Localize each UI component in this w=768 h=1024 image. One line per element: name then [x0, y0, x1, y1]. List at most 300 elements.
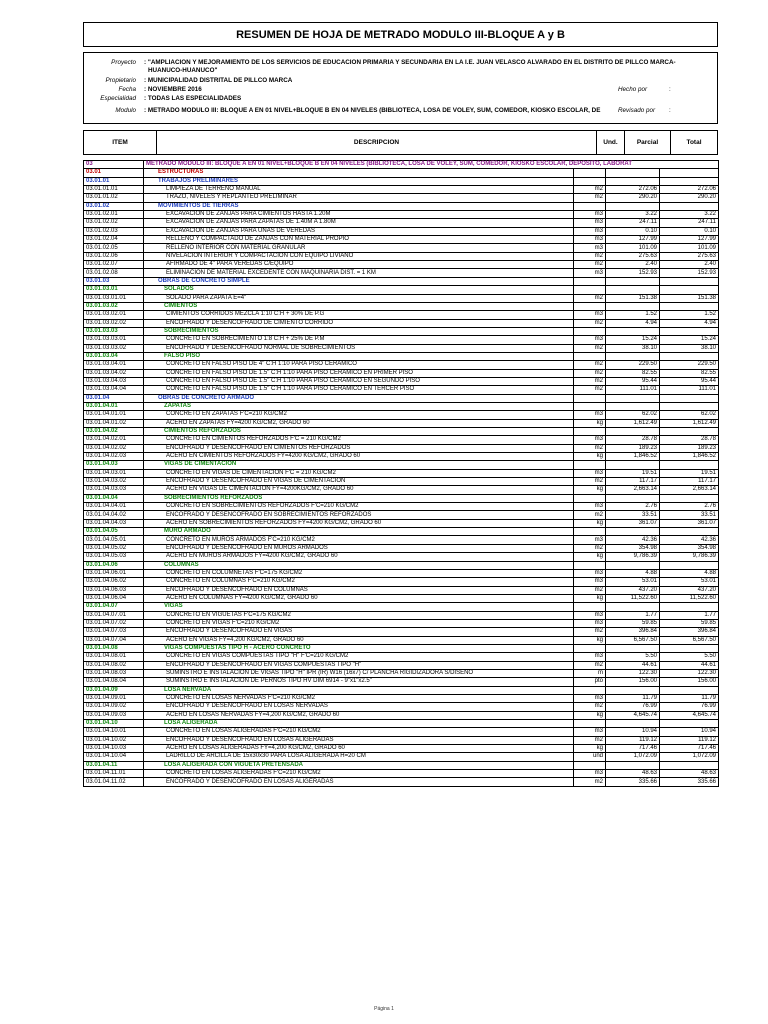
row-total: 101.09 — [660, 244, 719, 252]
row-description: ENCOFRADO Y DESENCOFRADO EN COLUMNAS — [144, 586, 574, 594]
table-row — [84, 594, 719, 602]
row-parcial: 95.44 — [606, 377, 660, 385]
table-row — [84, 319, 719, 327]
row-description: ACERO EN COLUMNAS FY=4200 KG/CM2, GRADO 60 — [144, 594, 574, 602]
row-parcial: 44.61 — [606, 661, 660, 669]
info-row-fecha — [84, 86, 717, 94]
table-row — [84, 519, 719, 527]
row-item-code: 03.01.04.03.01 — [84, 469, 144, 477]
row-item-code: 03.01.04.02.02 — [84, 444, 144, 452]
row-item-code: 03.01.03.01.01 — [84, 294, 144, 302]
row-item-code: 03.01.04.06.03 — [84, 586, 144, 594]
row-parcial: 335.66 — [606, 778, 660, 786]
table-row — [84, 736, 719, 744]
row-parcial — [606, 327, 660, 335]
row-description: MURO ARMADO — [144, 528, 574, 536]
row-total: 229.50 — [660, 361, 719, 369]
row-total: 28.78 — [660, 436, 719, 444]
row-total — [660, 202, 719, 210]
row-item-code: 03.01.03.03.02 — [84, 344, 144, 352]
row-parcial: 42.36 — [606, 536, 660, 544]
header-item: ITEM — [84, 131, 157, 154]
table-row — [84, 453, 719, 461]
row-total: 152.93 — [660, 269, 719, 277]
row-unit — [574, 277, 606, 285]
row-parcial: 1.52 — [606, 311, 660, 319]
row-unit: und — [574, 753, 606, 761]
row-unit: m3 — [574, 244, 606, 252]
row-total: 33.51 — [660, 511, 719, 519]
row-total: 396.84 — [660, 628, 719, 636]
row-parcial: 10.94 — [606, 728, 660, 736]
row-description: ACERO EN MUROS ARMADOS FY=4200 KG/CM2, GRADO 60 — [144, 553, 574, 561]
row-description: ENCOFRADO Y DESENCOFRADO DE CIMIENTO CORRIDO — [144, 319, 574, 327]
row-description: CONCRETO EN COLUMNETAS F'C=175 KG/CM2 — [144, 569, 574, 577]
row-description: FALSO PISO — [144, 352, 574, 360]
info-row-modulo — [84, 107, 717, 115]
row-description: CONCRETO EN FALSO PISO DE 1.5" C:H 1:10 PARA PISO CERAMICO EN PRIMER PISO — [144, 369, 574, 377]
table-row — [84, 344, 719, 352]
table-row — [84, 720, 719, 728]
row-unit — [574, 686, 606, 694]
row-description: CONCRETO EN COLUMNAS F'C=210 KG/CM2 — [144, 578, 574, 586]
row-unit: m3 — [574, 469, 606, 477]
row-item-code: 03.01.04.02.03 — [84, 453, 144, 461]
table-row — [84, 461, 719, 469]
row-item-code: 03.01.04.01 — [84, 402, 144, 410]
row-total: 5.50 — [660, 653, 719, 661]
row-item-code: 03.01.04.02.01 — [84, 436, 144, 444]
row-unit: m2 — [574, 252, 606, 260]
table-row — [84, 394, 719, 402]
row-description: CONCRETO EN LOSAS ALIGERADAS F'C=210 KG/CM2 — [144, 770, 574, 778]
row-total: 275.63 — [660, 252, 719, 260]
row-parcial — [606, 561, 660, 569]
row-parcial: 152.93 — [606, 269, 660, 277]
row-item-code: 03.01.03.04.03 — [84, 377, 144, 385]
row-total: 717.46 — [660, 745, 719, 753]
table-row — [84, 211, 719, 219]
row-total — [660, 327, 719, 335]
row-parcial: 6,567.50 — [606, 636, 660, 644]
row-parcial — [606, 494, 660, 502]
table-row — [84, 261, 719, 269]
table-row — [84, 561, 719, 569]
row-item-code: 03.01.03.02.02 — [84, 319, 144, 327]
row-description: CONCRETO EN FALSO PISO DE 4" C:H 1:10 PARA PISO CERAMICO — [144, 361, 574, 369]
row-description: METRADO MODULO III: BLOQUE A EN 01 NIVEL+BLOQUE B EN 04 NIVELES (BIBLIOTECA, LOSA DE VOLEY, SUM, COMEDOR, KIOSKO ESCOLAR, DEPOSITO, LABORAT — [144, 161, 719, 169]
row-unit: m3 — [574, 770, 606, 778]
table-row — [84, 761, 719, 769]
row-unit: kg — [574, 636, 606, 644]
row-parcial — [606, 394, 660, 402]
row-unit: m3 — [574, 336, 606, 344]
row-total: 247.11 — [660, 219, 719, 227]
row-description: CONCRETO EN FALSO PISO DE 1.5" C:H 1:10 PARA PISO CERAMICO EN SEGUNDO PISO — [144, 377, 574, 385]
row-description: ENCOFRADO Y DESENCOFRADO EN CIMIENTOS REFORZADOS — [144, 444, 574, 452]
row-description: ESTRUCTURAS — [144, 169, 574, 177]
row-description: ENCOFRADO Y DESENCOFRADO EN LOSAS NERVADAS — [144, 703, 574, 711]
row-description: CONCRETO EN VIGAS F'C=210 KG/CM2 — [144, 619, 574, 627]
row-total: 4,645.74 — [660, 711, 719, 719]
proyecto-value-line2: HUANUCO-HUANUCO" — [148, 67, 218, 74]
row-parcial: 151.38 — [606, 294, 660, 302]
row-total — [660, 277, 719, 285]
row-unit: m3 — [574, 611, 606, 619]
row-total — [660, 761, 719, 769]
table-row — [84, 703, 719, 711]
row-unit: m2 — [574, 377, 606, 385]
table-row — [84, 611, 719, 619]
row-description: LIMPIEZA DE TERRENO MANUAL — [144, 186, 574, 194]
row-description: LOSA NERVADA — [144, 686, 574, 694]
row-item-code: 03.01.02.03 — [84, 227, 144, 235]
row-parcial: 156.00 — [606, 678, 660, 686]
table-row — [84, 236, 719, 244]
row-parcial: 4,645.74 — [606, 711, 660, 719]
row-item-code: 03.01.02.07 — [84, 261, 144, 269]
header-parcial: Parcial — [625, 131, 671, 154]
row-unit — [574, 394, 606, 402]
row-description: CONCRETO EN FALSO PISO DE 1.5" C:H 1:10 PARA PISO CERAMICO EN TERCER PISO — [144, 386, 574, 394]
row-total: 189.23 — [660, 444, 719, 452]
row-item-code: 03.01.04.06 — [84, 561, 144, 569]
row-item-code: 03.01.04.03.02 — [84, 478, 144, 486]
row-unit: m2 — [574, 261, 606, 269]
row-total: 290.20 — [660, 194, 719, 202]
row-item-code: 03.01.04.11.01 — [84, 770, 144, 778]
row-total — [660, 169, 719, 177]
row-description: ACERO EN LOSAS NERVADAS FY=4,200 KG/CM2, GRADO 60 — [144, 711, 574, 719]
row-unit: m3 — [574, 536, 606, 544]
row-total — [660, 528, 719, 536]
row-unit: m3 — [574, 411, 606, 419]
header-descripcion: DESCRIPCION — [157, 131, 597, 154]
row-item-code: 03.01.02.06 — [84, 252, 144, 260]
row-unit — [574, 302, 606, 310]
row-parcial: 1,072.09 — [606, 753, 660, 761]
row-description: CONCRETO EN VIGUETAS F'C=175 KG/CM2 — [144, 611, 574, 619]
row-item-code: 03.01.04.09 — [84, 686, 144, 694]
row-parcial: 272.06 — [606, 186, 660, 194]
row-total: 4.94 — [660, 319, 719, 327]
row-unit — [574, 286, 606, 294]
row-item-code: 03.01.02.05 — [84, 244, 144, 252]
fecha-value: : NOVIEMBRE 2016 — [144, 86, 202, 93]
row-parcial: 111.01 — [606, 386, 660, 394]
row-item-code: 03.01.04.06.02 — [84, 578, 144, 586]
row-parcial: 247.11 — [606, 219, 660, 227]
table-row — [84, 327, 719, 335]
row-total: 11.79 — [660, 695, 719, 703]
row-description: CIMIENTOS CORRIDOS MEZCLA 1:10 C:H + 30% DE P.G — [144, 311, 574, 319]
row-unit: m3 — [574, 219, 606, 227]
row-unit: m2 — [574, 194, 606, 202]
table-row — [84, 628, 719, 636]
row-total: 53.01 — [660, 578, 719, 586]
table-row — [84, 669, 719, 677]
row-item-code: 03.01.04.10.01 — [84, 728, 144, 736]
row-total: 1,612.49 — [660, 419, 719, 427]
row-item-code: 03.01.04.05.01 — [84, 536, 144, 544]
row-item-code: 03.01.02.04 — [84, 236, 144, 244]
row-total: 272.06 — [660, 186, 719, 194]
row-item-code: 03.01.04.10.04 — [84, 753, 144, 761]
row-description: RELLENO INTERIOR CON MATERIAL GRANULAR — [144, 244, 574, 252]
row-parcial: 189.23 — [606, 444, 660, 452]
row-unit: m2 — [574, 736, 606, 744]
row-total: 1.77 — [660, 611, 719, 619]
row-parcial — [606, 302, 660, 310]
row-parcial — [606, 169, 660, 177]
row-parcial: 0.10 — [606, 227, 660, 235]
row-unit — [574, 402, 606, 410]
table-row — [84, 661, 719, 669]
row-item-code: 03.01.02.02 — [84, 219, 144, 227]
row-parcial: 53.01 — [606, 578, 660, 586]
table-row — [84, 586, 719, 594]
table-row — [84, 644, 719, 652]
row-parcial: 275.63 — [606, 252, 660, 260]
row-item-code: 03.01.03 — [84, 277, 144, 285]
row-total: 95.44 — [660, 377, 719, 385]
row-item-code: 03.01.04.01.01 — [84, 411, 144, 419]
table-row — [84, 336, 719, 344]
row-unit — [574, 327, 606, 335]
row-unit: m2 — [574, 628, 606, 636]
row-parcial — [606, 603, 660, 611]
row-item-code: 03.01.04.07.01 — [84, 611, 144, 619]
row-item-code: 03.01.04.08.01 — [84, 653, 144, 661]
row-item-code: 03.01.04 — [84, 394, 144, 402]
row-item-code: 03.01.04.06.04 — [84, 594, 144, 602]
row-unit: m2 — [574, 344, 606, 352]
row-description: ACERO EN VIGAS DE CIMENTACION FY=4200KG/CM2, GRADO 60 — [144, 486, 574, 494]
row-unit: m2 — [574, 361, 606, 369]
row-parcial — [606, 402, 660, 410]
row-unit: m2 — [574, 544, 606, 552]
table-row — [84, 294, 719, 302]
row-unit: m2 — [574, 386, 606, 394]
row-unit — [574, 494, 606, 502]
row-item-code: 03.01.04.08.02 — [84, 661, 144, 669]
row-description: SOLADOS — [144, 286, 574, 294]
project-info-box — [83, 52, 718, 124]
row-parcial — [606, 761, 660, 769]
row-total: 4.88 — [660, 569, 719, 577]
row-description: VIGAS DE CIMENTACION — [144, 461, 574, 469]
row-parcial: 9,786.39 — [606, 553, 660, 561]
row-description: ENCOFRADO Y DESENCOFRADO EN LOSAS ALIGERADAS — [144, 778, 574, 786]
row-unit: m3 — [574, 695, 606, 703]
row-item-code: 03.01.04.04 — [84, 494, 144, 502]
table-row — [84, 302, 719, 310]
row-parcial: 354.98 — [606, 544, 660, 552]
row-parcial: 11,522.60 — [606, 594, 660, 602]
row-parcial: 717.46 — [606, 745, 660, 753]
row-total — [660, 428, 719, 436]
row-description: SUMINSTRO E INSTALACION DE PERNOS TIPO HV DIM 6914 - 9"x1"x2.5" — [144, 678, 574, 686]
row-total: 2.76 — [660, 503, 719, 511]
row-total: 122.30 — [660, 669, 719, 677]
row-description: OBRAS DE CONCRETO SIMPLE — [144, 277, 574, 285]
propietario-value: : MUNICIPALIDAD DISTRITAL DE PILLCO MARCA — [144, 77, 293, 84]
row-total: 6,567.50 — [660, 636, 719, 644]
row-total: 59.85 — [660, 619, 719, 627]
row-item-code: 03.01.03.02.01 — [84, 311, 144, 319]
row-description: NIVELACION INTERIOR Y COMPACTACION CON EQUIPO LIVIANO — [144, 252, 574, 260]
row-item-code: 03.01.04.08.03 — [84, 669, 144, 677]
row-unit — [574, 177, 606, 185]
row-unit: m3 — [574, 211, 606, 219]
row-description: VIGAS COMPUESTAS TIPO H - ACERO CONCRETO — [144, 644, 574, 652]
row-parcial — [606, 202, 660, 210]
row-description: LOSA ALIGERADA CON VIGUETA PRETENSADA — [144, 761, 574, 769]
row-item-code: 03.01.04.01.02 — [84, 419, 144, 427]
row-total: 62.02 — [660, 411, 719, 419]
revisado-por-label: Revisado por — [618, 107, 656, 114]
row-description: CONCRETO EN MUROS ARMADOS F'C=210 KG/CM2 — [144, 536, 574, 544]
row-unit — [574, 461, 606, 469]
row-item-code: 03.01.03.04.01 — [84, 361, 144, 369]
row-parcial — [606, 177, 660, 185]
row-unit: m2 — [574, 186, 606, 194]
row-item-code: 03.01.01.01 — [84, 186, 144, 194]
table-row — [84, 428, 719, 436]
row-parcial — [606, 644, 660, 652]
row-unit — [574, 352, 606, 360]
row-parcial: 59.85 — [606, 619, 660, 627]
row-description: CONCRETO EN CIMIENTOS REFORZADOS F'C = 210 KG/CM2 — [144, 436, 574, 444]
row-item-code: 03.01.02.01 — [84, 211, 144, 219]
table-row — [84, 503, 719, 511]
row-item-code: 03.01.04.03.03 — [84, 486, 144, 494]
row-unit — [574, 603, 606, 611]
row-description: ACERO EN CIMIENTOS REFORZADOS FY=4200 KG/CM2, GRADO 60 — [144, 453, 574, 461]
row-item-code: 03.01.04.05 — [84, 528, 144, 536]
row-item-code: 03.01.04.05.02 — [84, 544, 144, 552]
table-row — [84, 678, 719, 686]
row-item-code: 03.01.04.09.02 — [84, 703, 144, 711]
row-total — [660, 603, 719, 611]
table-row — [84, 169, 719, 177]
row-total — [660, 402, 719, 410]
row-item-code: 03.01.04.09.03 — [84, 711, 144, 719]
proyecto-value-line1: : "AMPLIACION Y MEJORAMIENTO DE LOS SERVICIOS DE EDUCACION PRIMARIA Y SECUNDARIA EN LA I.E. JUAN VELASCO ALVARADO EN EL DISTRITO DE PILLCO MARCA- — [144, 59, 676, 66]
row-parcial — [606, 428, 660, 436]
row-unit: m2 — [574, 369, 606, 377]
row-unit — [574, 202, 606, 210]
table-row — [84, 436, 719, 444]
row-unit: m2 — [574, 319, 606, 327]
table-row — [84, 469, 719, 477]
row-total — [660, 644, 719, 652]
row-total: 111.01 — [660, 386, 719, 394]
row-description: CONCRETO EN LOSAS NERVADAS F'C=210 KG/CM2 — [144, 695, 574, 703]
row-unit — [574, 644, 606, 652]
row-description: ENCOFRADO Y DESENCOFRADO EN VIGAS — [144, 628, 574, 636]
table-row — [84, 269, 719, 277]
row-description: EXCAVACION DE ZANJAS PARA CIMIENTOS HASTA 1.20M — [144, 211, 574, 219]
row-parcial: 290.20 — [606, 194, 660, 202]
row-description: TRABAJOS PRELIMINARES — [144, 177, 574, 185]
row-item-code: 03.01.04.02 — [84, 428, 144, 436]
row-unit: m3 — [574, 728, 606, 736]
row-parcial: 4.94 — [606, 319, 660, 327]
row-item-code: 03.01.04.11 — [84, 761, 144, 769]
table-row — [84, 753, 719, 761]
row-total — [660, 720, 719, 728]
proyecto-label: Proyecto — [111, 59, 136, 66]
row-parcial — [606, 686, 660, 694]
row-total: 354.98 — [660, 544, 719, 552]
modulo-label: Modulo — [115, 107, 136, 114]
row-parcial: 119.12 — [606, 736, 660, 744]
row-item-code: 03.01.04.03 — [84, 461, 144, 469]
row-parcial: 361.07 — [606, 519, 660, 527]
row-unit: m3 — [574, 311, 606, 319]
row-total: 38.10 — [660, 344, 719, 352]
row-description: CIMIENTOS REFORZADOS — [144, 428, 574, 436]
row-description: ACERO EN SOBRECIMIENTOS REFORZADOS FY=4200 KG/CM2, GRADO 60 — [144, 519, 574, 527]
table-row — [84, 377, 719, 385]
table-row — [84, 636, 719, 644]
row-description: TRAZO, NIVELES Y REPLANTEO PRELIMINAR — [144, 194, 574, 202]
row-item-code: 03.01.03.03.01 — [84, 336, 144, 344]
row-parcial: 2.40 — [606, 261, 660, 269]
table-row — [84, 686, 719, 694]
table-row — [84, 202, 719, 210]
row-unit: kg — [574, 745, 606, 753]
row-description: RELLENO Y COMPACTADO DE ZANJAS CON MATERIAL PROPIO — [144, 236, 574, 244]
row-unit: kg — [574, 711, 606, 719]
table-header — [83, 130, 718, 155]
row-unit: m3 — [574, 503, 606, 511]
table-row — [84, 244, 719, 252]
table-row — [84, 352, 719, 360]
row-total: 48.63 — [660, 770, 719, 778]
row-description: SUMINSTRO E INSTALACION DE VIGAS TIPO "H" IPR (IR) W16 (16x7) C/ PLANCHA RIGIDIZADORA S/DISEÑO — [144, 669, 574, 677]
row-item-code: 03.01.03.04.02 — [84, 369, 144, 377]
row-total — [660, 394, 719, 402]
row-parcial — [606, 720, 660, 728]
row-description: EXCAVACION DE ZANJAS PARA ZAPATAS DE 1.40M A 1.80M — [144, 219, 574, 227]
row-parcial — [606, 286, 660, 294]
row-parcial: 117.17 — [606, 478, 660, 486]
row-parcial: 127.99 — [606, 236, 660, 244]
row-item-code: 03.01.04.07.03 — [84, 628, 144, 636]
row-parcial: 19.51 — [606, 469, 660, 477]
table-row — [84, 569, 719, 577]
row-unit — [574, 561, 606, 569]
row-total: 2.40 — [660, 261, 719, 269]
table-row — [84, 252, 719, 260]
row-item-code: 03.01.03.04.04 — [84, 386, 144, 394]
table-row — [84, 419, 719, 427]
row-total: 156.00 — [660, 678, 719, 686]
metrado-table — [83, 160, 719, 787]
row-total — [660, 302, 719, 310]
row-description: CONCRETO EN SOBRECIMIENTO 1:8 C:H + 25% DE P.M — [144, 336, 574, 344]
table-row — [84, 528, 719, 536]
row-unit — [574, 428, 606, 436]
table-row — [84, 494, 719, 502]
row-item-code: 03.01.01 — [84, 177, 144, 185]
row-description: ACERO EN VIGAS FY=4,200 KG/CM2, GRADO 60 — [144, 636, 574, 644]
row-parcial: 15.24 — [606, 336, 660, 344]
row-total: 3.22 — [660, 211, 719, 219]
row-description: COLUMNAS — [144, 561, 574, 569]
